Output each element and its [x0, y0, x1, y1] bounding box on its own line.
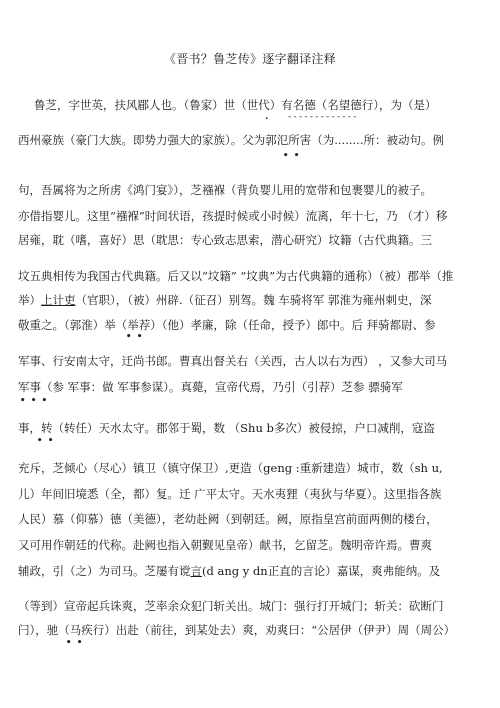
- underline-mark: -------------: [287, 112, 358, 122]
- text-line: 儿）年间旧境悉（全，都）复。迁 广平太守。天水夷狸（夷狄与华夏）。这里指各族: [18, 487, 442, 501]
- period-mark: .: [264, 112, 270, 122]
- underlined-term: 言: [190, 564, 202, 578]
- text-line: 军事、行安南太守，迁尚书郎。曹真出督关右（关西，古人以右为西） ，又参大司马: [18, 354, 448, 368]
- text-line: 举）上计吏（官职），（被）州辟.（征召）别驾。魏 车骑将军 郭淮为雍州刺史，深: [18, 293, 432, 307]
- text-line: 亦借指婴儿。这里“襁褓”时间状语，孩提时候或小时候）流离，年十七，乃 （才）移: [18, 209, 448, 223]
- text-line: 西州豪族（豪门大族。即势力强大的家族）。父为郭氾所害（为........所：被动句。例: [18, 133, 444, 147]
- underlined-term: 上计吏: [41, 293, 76, 307]
- text-line: 又可用作朝廷的代称。赴阙也指入朝觐见皇帝）献书，乞留芝。魏明帝许焉。曹爽: [18, 538, 432, 552]
- emphasis-dots: • •: [126, 332, 143, 342]
- text-line: 人民）慕（仰慕）德（美德），老幼赴阙（到朝廷。阙，原指皇宫前面两侧的楼台，: [18, 512, 438, 526]
- text-line: 敬重之。（郭淮）举（举荐）（他）孝廉，除（任命，授予）郎中。后 拜骑都尉、参: [18, 318, 436, 332]
- text-line: 事，转（转任）天水太守。郡邻于蜀，数 （Shu b多次）被侵掠，户口减削，寇盗: [18, 421, 435, 435]
- emphasis-dots: • •: [283, 151, 300, 161]
- emphasis-dots: • • •: [20, 396, 48, 406]
- text-line: （等到）宣帝起兵诛爽，芝率余众犯门斩关出。城门：强行打开城门；斩关：砍断门: [18, 599, 444, 613]
- document-title: 《晋书？鲁芝传》逐字翻译注释: [163, 52, 337, 66]
- text-line: 居雍，耽（嗜，喜好）思（耽思：专心致志思索，潜心研究）坟籍（古代典籍。三: [18, 233, 432, 247]
- emphasis-dots: • •: [37, 436, 54, 446]
- text-line: 辅政，引（之）为司马。芝屡有谠言(d ang y dn正直的言论）嘉谋，爽弗能纳。及: [18, 564, 441, 578]
- text-line: 军事（参 军事：做 军事参谋）。真薨，宣帝代焉，乃引（引荐）芝参 骠骑军: [18, 380, 403, 394]
- text-line: 坟五典相传为我国古代典籍。后又以“坟籍” “坟典”为古代典籍的通称）（被）郡举（推: [18, 269, 454, 283]
- text-line: 句，吾属将为之所虏《鸿门宴》），芝襁褓（背负婴儿用的宽带和包裹婴儿的被子。: [18, 183, 432, 197]
- text-line: 闩），驰（马疾行）出赴（前往，到某处去）爽，劝爽曰：“公居伊（伊尹）周（周公）: [18, 623, 456, 637]
- emphasis-dots: • •: [66, 638, 83, 648]
- text-line: 鲁芝，字世英，扶风郿人也。（鲁家）世（世代）有名德（名望德行），为（是）: [34, 98, 437, 112]
- text-line: 充斥，芝倾心（尽心）镇卫（镇守保卫）,更造（geng :重新建造）城市，数（sh u,: [18, 461, 443, 475]
